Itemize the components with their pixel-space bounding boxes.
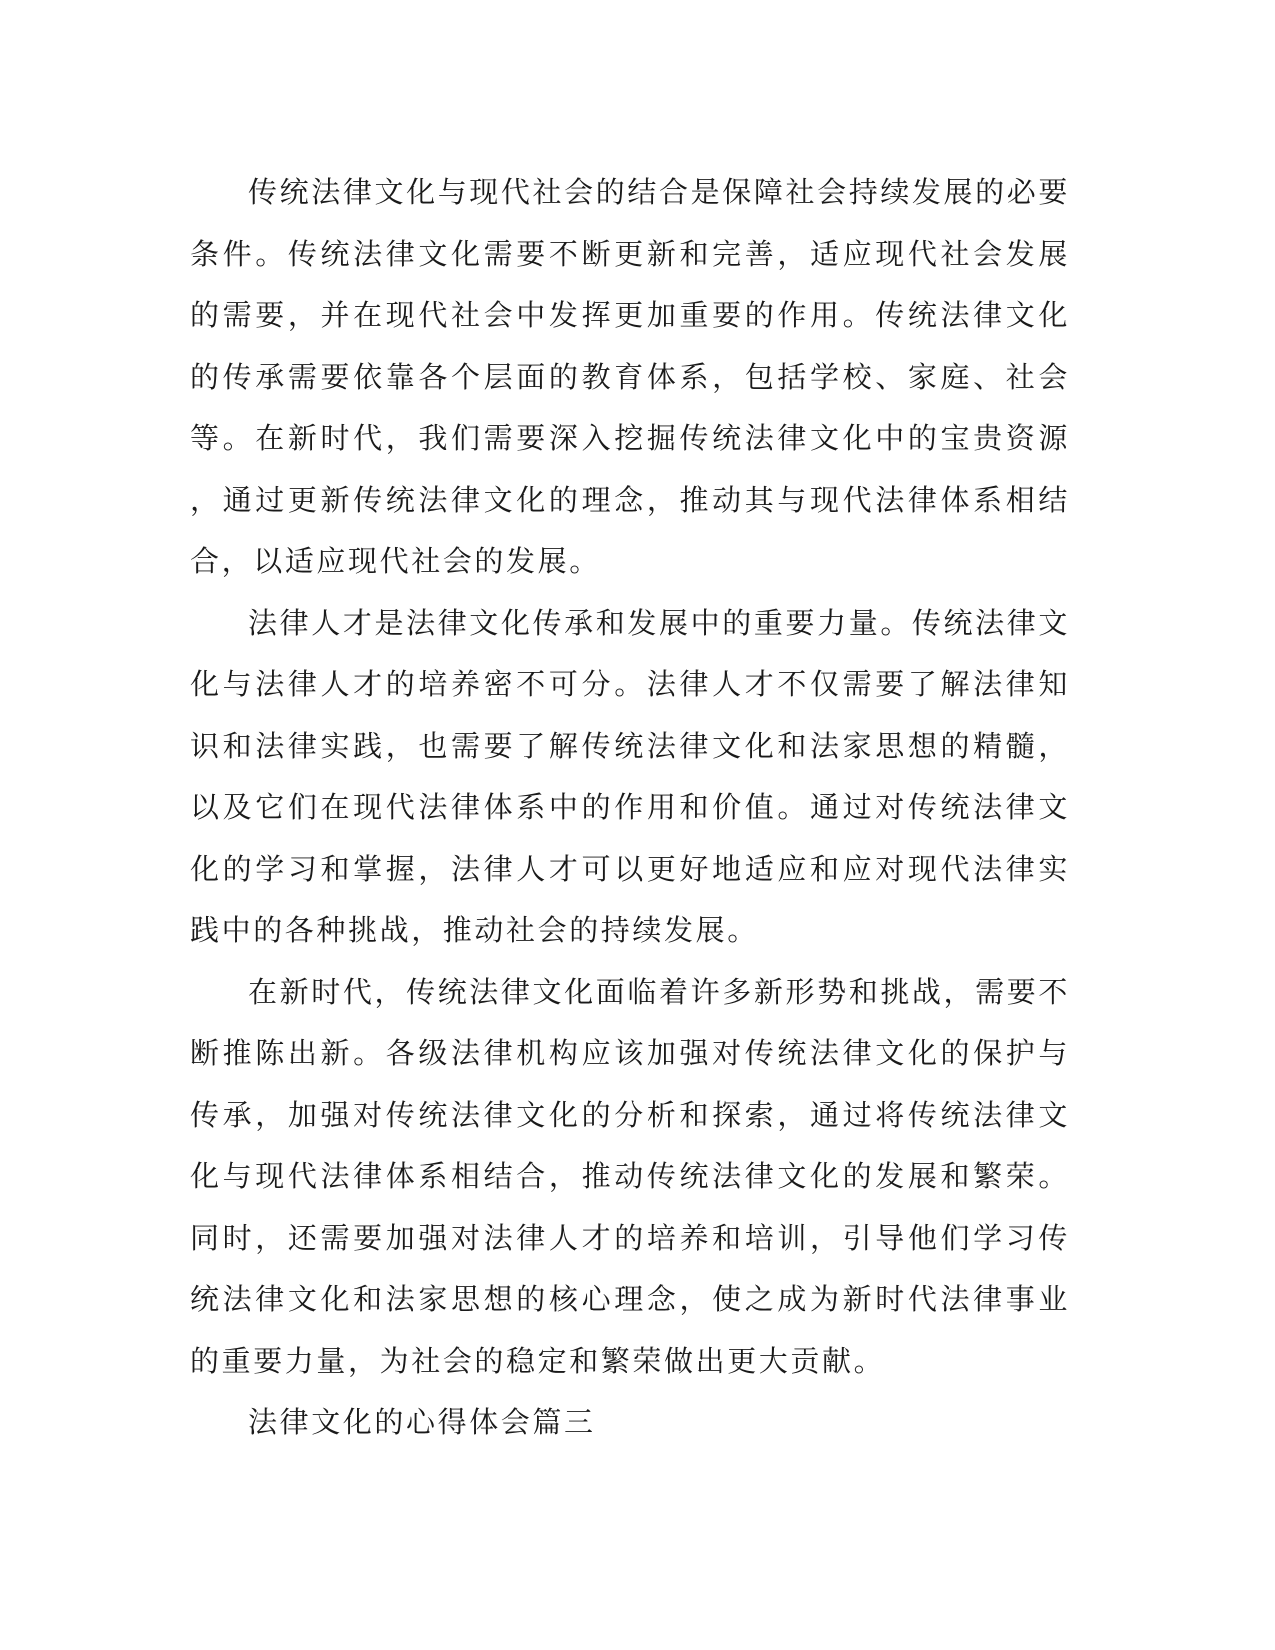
document-body	[190, 162, 1070, 1454]
paragraph-2: 法律人才是法律文化传承和发展中的重要力量。传统法律文化与法律人才的培养密不可分。法律人才不仅需要了解法律知识和法律实践，也需要了解传统法律文化和法家思想的精髓，以及它们在现代法律体系中的作用和价值。通过对传统法律文化的学习和掌握，法律人才可以更好地适应和应对现代法律实践中的各种挑战，推动社会的持续发展。	[190, 605, 1070, 947]
paragraph-1: 传统法律文化与现代社会的结合是保障社会持续发展的必要条件。传统法律文化需要不断更新和完善，适应现代社会发展的需要，并在现代社会中发挥更加重要的作用。传统法律文化的传承需要依靠各个层面的教育体系，包括学校、家庭、社会等。在新时代，我们需要深入挖掘传统法律文化中的宝贵资源，通过更新传统法律文化的理念，推动其与现代法律体系相结合，以适应现代社会的发展。	[190, 175, 1070, 578]
section-heading: 法律文化的心得体会篇三	[248, 1405, 596, 1439]
paragraph-3: 在新时代，传统法律文化面临着许多新形势和挑战，需要不断推陈出新。各级法律机构应该加强对传统法律文化的保护与传承，加强对传统法律文化的分析和探索，通过将传统法律文化与现代法律体系相结合，推动传统法律文化的发展和繁荣。同时，还需要加强对法律人才的培养和培训，引导他们学习传统法律文化和法家思想的核心理念，使之成为新时代法律事业的重要力量，为社会的稳定和繁荣做出更大贡献。	[190, 974, 1070, 1378]
